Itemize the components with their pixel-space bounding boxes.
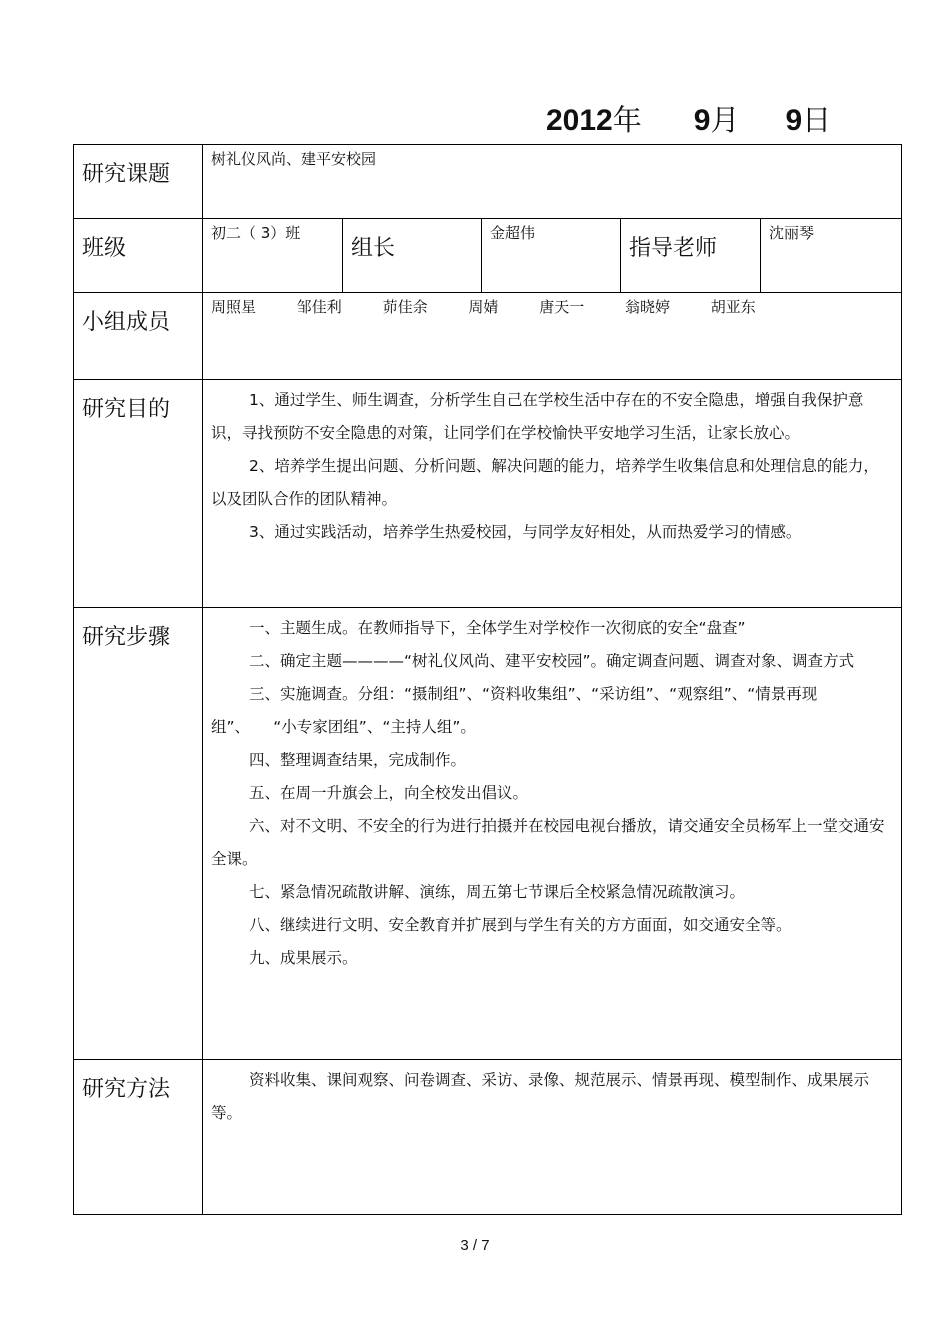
class-row [74, 219, 902, 293]
member-name: 周照星 [211, 298, 257, 316]
purpose-item: 3、通过实践活动，培养学生热爱校园，与同学友好相处，从而热爱学习的情感。 [249, 523, 802, 541]
steps-content [203, 608, 902, 1060]
step-item: 七、紧急情况疏散讲解、演练，周五第七节课后全校紧急情况疏散演习。 [249, 883, 746, 901]
date-month: 9 [693, 104, 711, 137]
date-line [546, 98, 876, 139]
method-content [203, 1060, 902, 1215]
leader-value: 金超伟 [482, 219, 621, 293]
members-row [74, 293, 902, 380]
class-label: 班级 [74, 219, 203, 293]
leader-label: 组长 [343, 219, 482, 293]
method-text: 资料收集、课间观察、问卷调查、采访、录像、规范展示、情景再现、模型制作、成果展示等。 [211, 1071, 870, 1122]
member-name: 邹佳利 [296, 298, 342, 316]
topic-label: 研究课题 [74, 145, 203, 219]
step-item: 四、整理调查结果，完成制作。 [249, 751, 467, 769]
date-day-unit: 日 [802, 103, 832, 137]
step-item: 五、在周一升旗会上，向全校发出倡议。 [249, 784, 529, 802]
members-list [203, 293, 902, 380]
topic-row [74, 145, 902, 219]
purpose-item: 2、培养学生提出问题、分析问题、解决问题的能力，培养学生收集信息和处理信息的能力，以及团队合作的团队精神。 [211, 457, 879, 508]
step-item: 六、对不文明、不安全的行为进行拍摄并在校园电视台播放，请交通安全员杨军上一堂交通安全课。 [211, 817, 885, 868]
purpose-label: 研究目的 [74, 380, 203, 608]
step-item: 九、成果展示。 [249, 949, 358, 967]
member-name: 唐天一 [539, 298, 585, 316]
method-label: 研究方法 [74, 1060, 203, 1215]
date-year-unit: 年 [612, 103, 642, 137]
member-name: 茆佳余 [382, 298, 428, 316]
steps-row [74, 608, 902, 1060]
topic-value: 树礼仪风尚、建平安校园 [203, 145, 902, 219]
method-row [74, 1060, 902, 1215]
date-year: 2012 [546, 104, 613, 137]
purpose-content [203, 380, 902, 608]
purpose-row [74, 380, 902, 608]
date-day: 9 [785, 104, 803, 137]
research-form-table [73, 144, 902, 1215]
step-item: 八、继续进行文明、安全教育并扩展到与学生有关的方方面面，如交通安全等。 [249, 916, 792, 934]
step-item: 三、实施调查。分组：“摄制组”、“资料收集组”、“采访组”、“观察组”、“情景再现组”、 “小专家团组”、“主持人组”。 [211, 685, 818, 736]
purpose-item: 1、通过学生、师生调查，分析学生自己在学校生活中存在的不安全隐患，增强自我保护意识，寻找预防不安全隐患的对策，让同学们在学校愉快平安地学习生活，让家长放心。 [211, 391, 864, 442]
step-item: 二、确定主题————“树礼仪风尚、建平安校园”。确定调查问题、调查对象、调查方式 [249, 652, 855, 670]
date-month-unit: 月 [710, 103, 740, 137]
member-name: 翁晓婷 [624, 298, 670, 316]
class-value: 初二（ 3）班 [203, 219, 343, 293]
steps-label: 研究步骤 [74, 608, 203, 1060]
member-name: 胡亚东 [710, 298, 756, 316]
teacher-value: 沈丽琴 [761, 219, 902, 293]
teacher-label: 指导老师 [621, 219, 761, 293]
step-item: 一、主题生成。在教师指导下，全体学生对学校作一次彻底的安全“盘查” [249, 619, 746, 637]
members-label: 小组成员 [74, 293, 203, 380]
member-name: 周婧 [468, 298, 499, 316]
page-number: 3 / 7 [460, 1237, 490, 1254]
